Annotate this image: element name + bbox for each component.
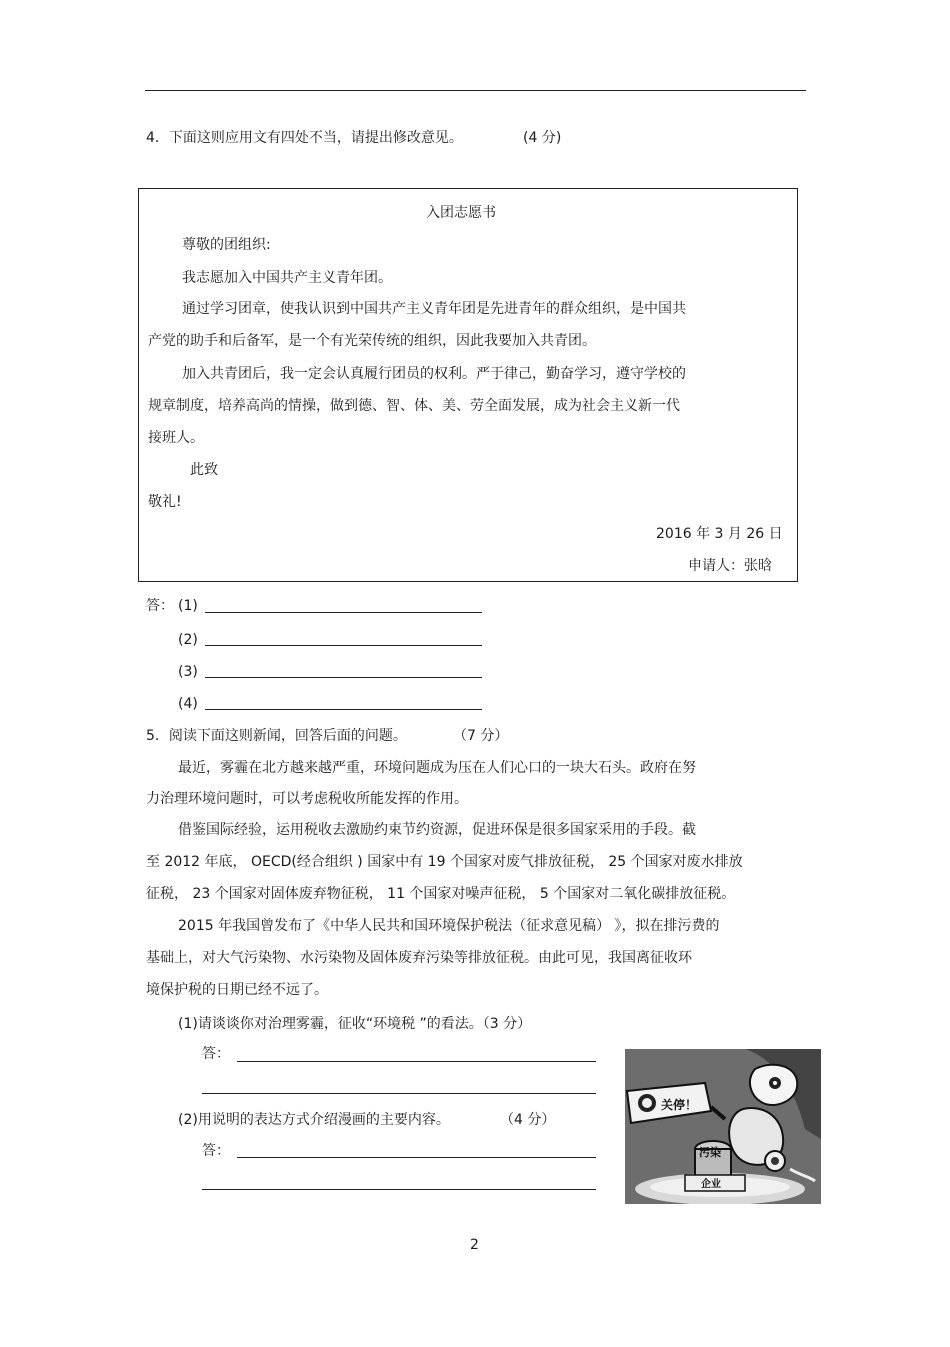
letter-paragraph-3-line-3: 接班人。 xyxy=(148,430,204,446)
letter-salutation: 尊敬的团组织: xyxy=(182,237,271,253)
q5-sub1-prompt: (1)请谈谈你对治理雾霾，征收“环境税 ”的看法。（3 分） xyxy=(178,1016,532,1032)
cartoon-sign-text: 关停！ xyxy=(661,1098,698,1112)
q4-answer-4-line[interactable] xyxy=(205,709,482,710)
q5-prompt: 5．阅读下面这则新闻，回答后面的问题。 xyxy=(146,728,407,744)
letter-paragraph-2-line-1: 通过学习团章，使我认识到中国共产主义青年团是先进青年的群众组织，是中国共 xyxy=(182,301,686,317)
q5-sub1-answer-label: 答： xyxy=(202,1046,230,1062)
q5-sub1-answer-line-2[interactable] xyxy=(202,1093,596,1094)
news-paragraph-2-line-2: 至 2012 年底， OECD(经合组织 ) 国家中有 19 个国家对废气排放征税， 25 个国家对废水排放 xyxy=(146,854,743,870)
letter-paragraph-2-line-2: 产党的助手和后备军，是一个有光荣传统的组织，因此我要加入共青团。 xyxy=(148,333,596,349)
q5-sub2-answer-line-1[interactable] xyxy=(237,1157,596,1158)
q4-answer-1-line[interactable] xyxy=(205,612,482,613)
q4-answer-2-label: (2) xyxy=(178,632,198,648)
letter-date: 2016 年 3 月 26 日 xyxy=(656,526,783,542)
q4-answer-label: 答： xyxy=(146,598,174,614)
page-number: 2 xyxy=(470,1237,479,1253)
news-paragraph-3-line-1: 2015 年我国曾发布了《中华人民共和国环境保护税法（征求意见稿） 》，拟在排污费的 xyxy=(178,918,720,934)
q5-score: （7 分） xyxy=(453,728,509,744)
letter-title: 入团志愿书 xyxy=(426,205,496,221)
q4-answer-4-label: (4) xyxy=(178,696,198,712)
q4-answer-3-line[interactable] xyxy=(205,677,482,678)
q4-answer-1-label: (1) xyxy=(178,598,198,614)
news-paragraph-1-line-1: 最近，雾霾在北方越来越严重，环境问题成为压在人们心口的一块大石头。政府在努 xyxy=(178,760,696,776)
news-paragraph-3-line-3: 境保护税的日期已经不远了。 xyxy=(146,982,328,998)
letter-paragraph-3-line-2: 规章制度，培养高尚的情操，做到德、智、体、美、劳全面发展，成为社会主义新一代 xyxy=(148,398,680,414)
q5-sub2-score: （4 分） xyxy=(500,1112,556,1128)
pollution-cartoon-drawing xyxy=(625,1049,821,1204)
q5-sub2-answer-line-2[interactable] xyxy=(202,1189,596,1190)
letter-paragraph-1: 我志愿加入中国共产主义青年团。 xyxy=(182,270,392,286)
news-paragraph-1-line-2: 力治理环境问题时，可以考虑税收所能发挥的作用。 xyxy=(146,791,468,807)
q4-score: (4 分) xyxy=(523,130,562,146)
q5-sub2-prompt: (2)用说明的表达方式介绍漫画的主要内容。 xyxy=(178,1112,450,1128)
news-paragraph-3-line-2: 基础上，对大气污染物、水污染物及固体废弃污染等排放征税。由此可见，我国离征收环 xyxy=(146,950,692,966)
q4-prompt: 4．下面这则应用文有四处不当，请提出修改意见。 xyxy=(146,130,463,146)
cartoon-barrel-text: 污染 xyxy=(699,1146,721,1159)
letter-signature: 申请人：张晗 xyxy=(688,558,772,574)
pollution-cartoon-image xyxy=(625,1049,821,1204)
letter-paragraph-3-line-1: 加入共青团后，我一定会认真履行团员的权利。严于律己，勤奋学习，遵守学校的 xyxy=(182,366,686,382)
q4-answer-2-line[interactable] xyxy=(205,645,482,646)
header-rule xyxy=(145,90,806,91)
q4-answer-3-label: (3) xyxy=(178,664,198,680)
letter-closing-1: 此致 xyxy=(190,462,218,478)
q5-sub2-answer-label: 答： xyxy=(202,1143,230,1159)
news-paragraph-2-line-1: 借鉴国际经验，运用税收去激励约束节约资源，促进环保是很多国家采用的手段。截 xyxy=(178,822,696,838)
news-paragraph-2-line-3: 征税， 23 个国家对固体废弃物征税， 11 个国家对噪声征税， 5 个国家对二氧化碳排放征税。 xyxy=(146,886,736,902)
letter-closing-2: 敬礼! xyxy=(148,494,182,510)
q5-sub1-answer-line-1[interactable] xyxy=(237,1061,596,1062)
cartoon-base-text: 企业 xyxy=(701,1179,721,1190)
